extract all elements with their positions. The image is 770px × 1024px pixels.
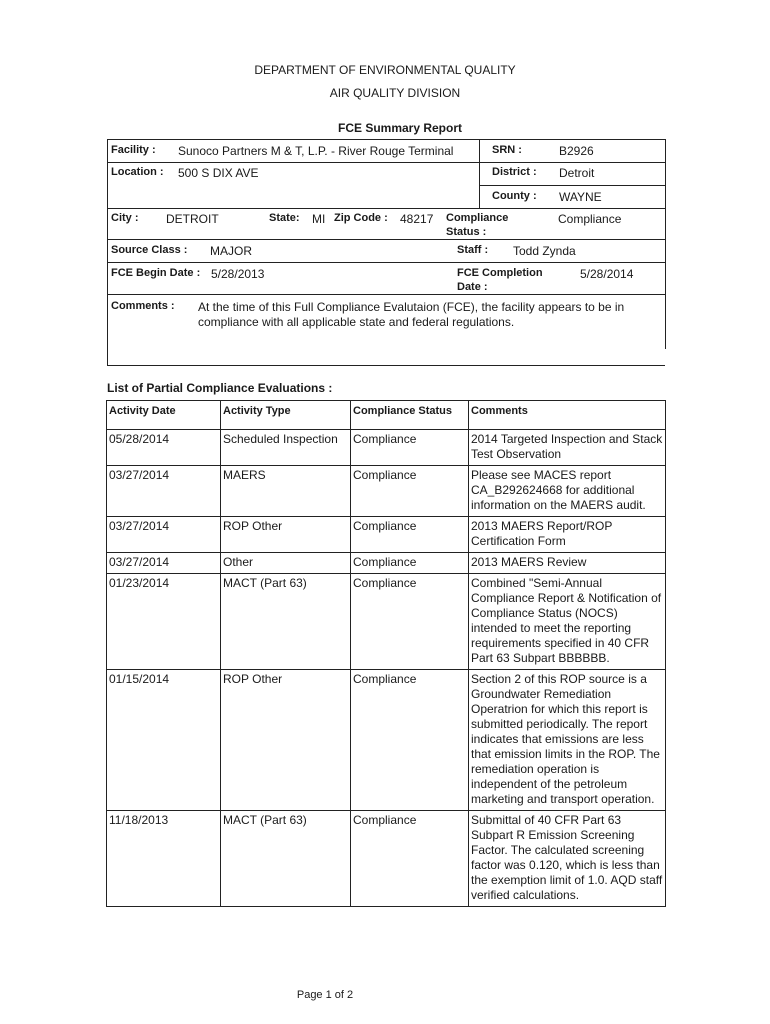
cell-activity-type: Scheduled Inspection (221, 430, 351, 466)
cell-activity-date: 03/27/2014 (107, 517, 221, 553)
pce-table (106, 400, 666, 907)
location-value: 500 S DIX AVE (178, 166, 259, 180)
table-row (107, 466, 666, 517)
compliance-status-label-2: Status : (446, 226, 487, 238)
table-row (107, 517, 666, 553)
city-label: City : (111, 212, 139, 224)
cell-compliance-status: Compliance (351, 517, 469, 553)
staff-value: Todd Zynda (513, 244, 576, 258)
district-label: District : (492, 166, 537, 178)
table-header-row (107, 401, 666, 430)
column-header-activity-date: Activity Date (107, 401, 221, 430)
srn-value: B2926 (559, 144, 594, 158)
county-label: County : (492, 190, 537, 202)
srn-label: SRN : (492, 144, 522, 156)
table-row (107, 574, 666, 670)
pce-heading: List of Partial Compliance Evaluations : (107, 381, 333, 395)
fce-begin-value: 5/28/2013 (211, 267, 265, 281)
page-number: Page 1 of 2 (296, 989, 354, 1001)
table-row (107, 430, 666, 466)
cell-activity-date: 11/18/2013 (107, 811, 221, 907)
fce-completion-value: 5/28/2014 (580, 267, 634, 281)
cell-compliance-status: Compliance (351, 574, 469, 670)
cell-compliance-status: Compliance (351, 553, 469, 574)
cell-activity-type: MAERS (221, 466, 351, 517)
column-header-activity-type: Activity Type (221, 401, 351, 430)
cell-activity-date: 05/28/2014 (107, 430, 221, 466)
fce-completion-label-2: Date : (457, 281, 488, 293)
cell-comments: 2013 MAERS Review (469, 553, 666, 574)
fce-begin-label: FCE Begin Date : (111, 267, 201, 279)
location-label: Location : (111, 166, 164, 178)
cell-activity-type: ROP Other (221, 517, 351, 553)
comments-label: Comments : (111, 300, 175, 312)
cell-comments: 2013 MAERS Report/ROP Certification Form (469, 517, 666, 553)
district-value: Detroit (559, 166, 595, 180)
cell-compliance-status: Compliance (351, 430, 469, 466)
department-heading: DEPARTMENT OF ENVIRONMENTAL QUALITY (254, 63, 516, 77)
cell-activity-date: 03/27/2014 (107, 553, 221, 574)
staff-label: Staff : (457, 244, 489, 256)
table-row (107, 553, 666, 574)
fce-completion-label: FCE Completion (457, 267, 543, 279)
compliance-status-label: Compliance (446, 212, 509, 224)
cell-comments: Please see MACES report CA_B292624668 for additional information on the MAERS audit. (469, 466, 666, 517)
cell-activity-type: MACT (Part 63) (221, 811, 351, 907)
division-heading: AIR QUALITY DIVISION (329, 86, 461, 100)
cell-activity-type: ROP Other (221, 670, 351, 811)
source-class-value: MAJOR (210, 244, 252, 258)
report-title: FCE Summary Report (337, 121, 463, 135)
compliance-status-value: Compliance (558, 212, 622, 226)
cell-activity-date: 01/15/2014 (107, 670, 221, 811)
table-row (107, 670, 666, 811)
cell-activity-type: Other (221, 553, 351, 574)
column-header-compliance-status: Compliance Status (351, 401, 469, 430)
zip-label: Zip Code : (334, 212, 388, 224)
comments-value: At the time of this Full Compliance Evalutaion (FCE), the facility appears to be in compliance with all applicable state and federal regulations. (198, 300, 625, 329)
facility-label: Facility : (111, 144, 156, 156)
zip-value: 48217 (400, 212, 434, 226)
cell-comments: Submittal of 40 CFR Part 63 Subpart R Emission Screening Factor. The calculated screening factor was 0.120, which is less than the exemption limit of 1.0. AQD staff verified calculations. (469, 811, 666, 907)
facility-value: Sunoco Partners M & T, L.P. - River Rouge Terminal (178, 144, 454, 158)
cell-comments: Combined "Semi-Annual Compliance Report & Notification of Compliance Status (NOCS) intended to meet the reporting requirements specified in 40 CFR Part 63 Subpart BBBBBB. (469, 574, 666, 670)
cell-compliance-status: Compliance (351, 466, 469, 517)
column-header-comments: Comments (469, 401, 666, 430)
cell-activity-type: MACT (Part 63) (221, 574, 351, 670)
cell-comments: 2014 Targeted Inspection and Stack Test Observation (469, 430, 666, 466)
source-class-label: Source Class : (111, 244, 188, 256)
cell-activity-date: 01/23/2014 (107, 574, 221, 670)
state-value: MI (312, 212, 326, 226)
table-row (107, 811, 666, 907)
cell-activity-date: 03/27/2014 (107, 466, 221, 517)
cell-compliance-status: Compliance (351, 811, 469, 907)
county-value: WAYNE (559, 190, 602, 204)
cell-compliance-status: Compliance (351, 670, 469, 811)
cell-comments: Section 2 of this ROP source is a Groundwater Remediation Operatrion for which this report is submitted periodically. The report indicates that emissions are less that emission limits in the ROP. The remediation operation is independent of the petroleum marketing and transport operation. (469, 670, 666, 811)
city-value: DETROIT (166, 212, 219, 226)
state-label: State: (269, 212, 300, 224)
